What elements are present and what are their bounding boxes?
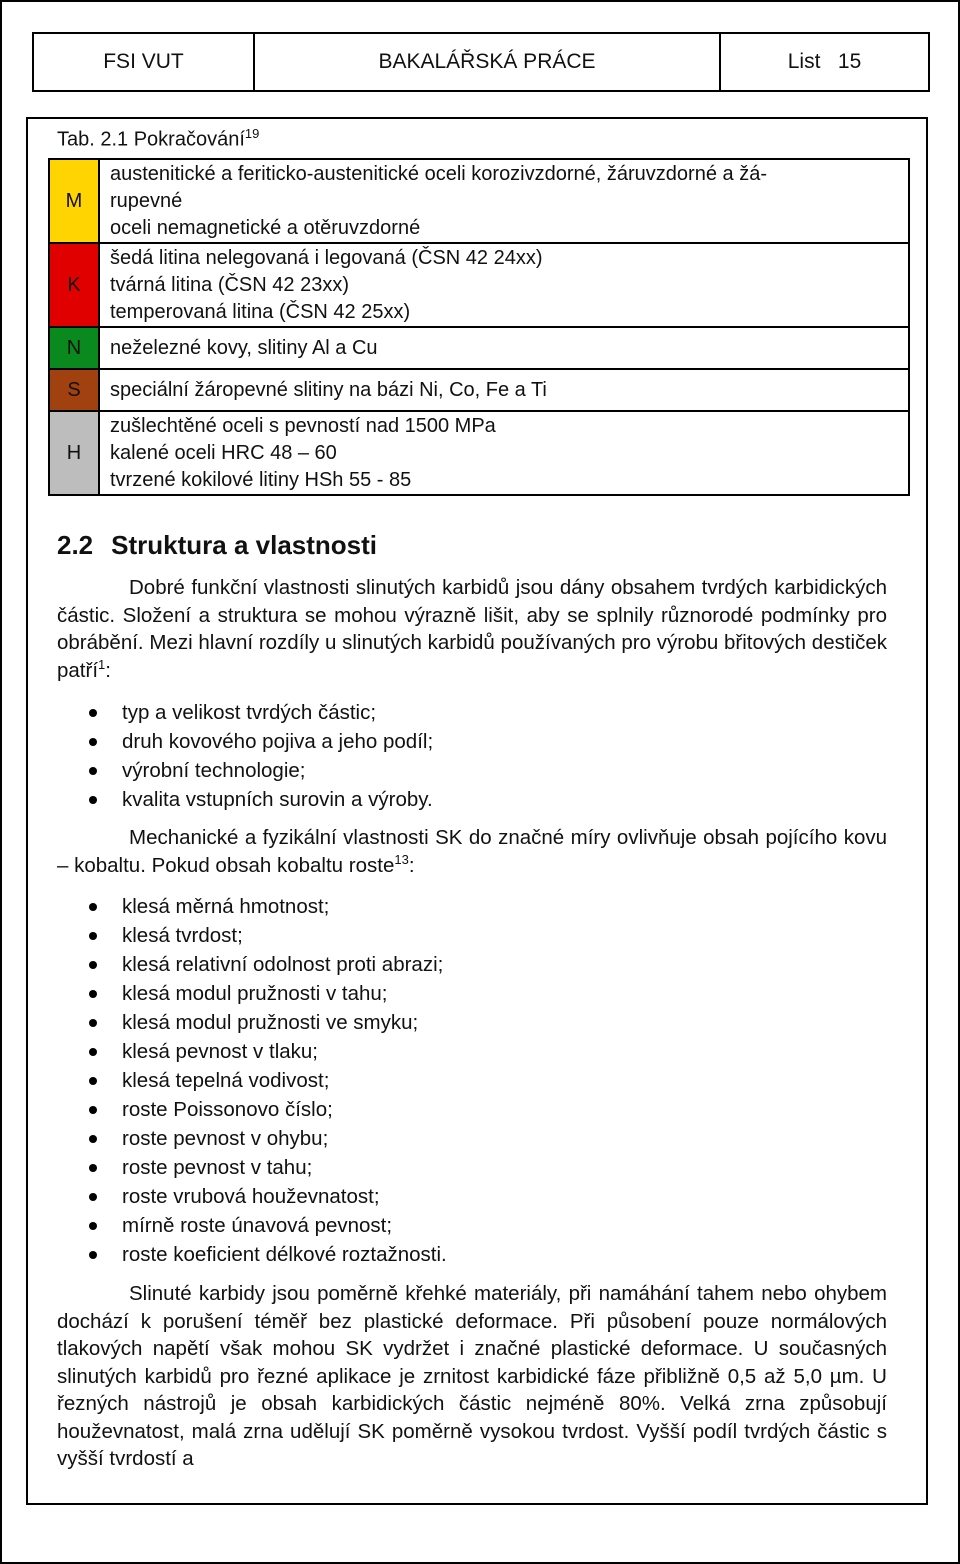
paragraph-2 [57,824,887,879]
paragraph-1-ref: 1 [98,656,106,672]
description-line: tvárná litina (ČSN 42 23xx) [110,273,349,296]
description-line: speciální žáropevné slitiny na bázi Ni, Co, Fe a Ti [110,378,547,401]
section-heading [57,530,377,561]
description-line: oceli nemagnetické a otěruvzdorné [110,216,421,239]
description-line: kalené oceli HRC 48 – 60 [110,441,337,464]
paragraph-3 [57,1280,887,1473]
bullet-icon [89,1251,97,1259]
table-row [49,411,909,495]
list-item [57,1182,447,1211]
list-item-text: výrobní technologie; [122,759,306,782]
paragraph-2-colon: : [408,853,415,877]
list-item-text: roste vrubová houževnatost; [122,1185,380,1208]
list-item-text: roste koeficient délkové roztažnosti. [122,1243,447,1266]
description-line: temperovaná litina (ČSN 42 25xx) [110,300,411,323]
paragraph-3-text: Slinuté karbidy jsou poměrně křehké materiály, při namáhání tahem nebo ohybem dochází k porušení téměř bez plastické deformace. Při působení pouze normálových tlakových napětí však mohou SK vydržet i značné plastické deformace. U současných slinutých karbidů pro řezné aplikace je zrnitost karbidické fáze přibližně 0,5 až 5,0 µm. U řezných nástrojů je obsah karbidických částic nejméně 80%. Velká zrna způsobují houževnatost, malá zrna udělují SK poměrně vysokou tvrdost. Vyšší podíl tvrdých částic s vyšší tvrdostí a [57,1282,887,1470]
list-item [57,892,447,921]
bullet-icon [89,1077,97,1085]
bullet-icon [89,1164,97,1172]
list-item-text: klesá tvrdost; [122,924,243,947]
description-line: tvrzené kokilové litiny HSh 55 - 85 [110,468,412,491]
list-item [57,1153,447,1182]
list-item [57,979,447,1008]
list-item [57,1037,447,1066]
paragraph-2-ref: 13 [394,851,409,867]
bullet-icon [89,1106,97,1114]
group-description [99,159,909,243]
list-item [57,1240,447,1269]
group-code: K [49,243,99,327]
group-description [99,243,909,327]
paragraph-1 [57,574,887,684]
description-line: šedá litina nelegovaná i legovaná (ČSN 42 24xx) [110,246,543,269]
header-page-number: List 15 [787,50,862,73]
list-item [57,950,447,979]
list-item-text: klesá měrná hmotnost; [122,895,330,918]
group-description [99,327,909,369]
paragraph-1-colon: : [105,658,111,682]
paragraph-1-text: Dobré funkční vlastnosti slinutých karbidů jsou dány obsahem tvrdých karbidických částic. Složení a struktura se mohou výrazně lišit, aby se splnily různorodé podmínky pro obrábění. Mezi hlavní rozdíly u slinutých karbidů používaných pro výrobu břitových destiček patří [57,576,887,682]
group-description [99,369,909,411]
list-item-text: klesá modul pružnosti v tahu; [122,982,388,1005]
list-item [57,1066,447,1095]
bullet-icon [89,1193,97,1201]
table-row [49,327,909,369]
header-faculty: FSI VUT [34,34,255,90]
paragraph-2-text: Mechanické a fyzikální vlastnosti SK do značné míry ovlivňuje obsah pojícího kovu – kobaltu. Pokud obsah kobaltu roste [57,826,887,877]
table-row [49,369,909,411]
bullet-icon [89,990,97,998]
bullet-icon [89,903,97,911]
list-item-text: typ a velikost tvrdých částic; [122,701,377,724]
list-item [57,756,433,785]
list-item [57,1124,447,1153]
table-caption-text: Tab. 2.1 Pokračování [57,128,245,151]
bullet-icon [89,1019,97,1027]
section-title: Struktura a vlastnosti [111,530,378,560]
description-line: neželezné kovy, slitiny Al a Cu [110,336,378,359]
bullet-icon [89,1048,97,1056]
bullet-icon [89,932,97,940]
description-line: austenitické a feriticko-austenitické oceli korozivzdorné, žáruvzdorné a žá- [110,162,767,185]
list-item-text: klesá relativní odolnost proti abrazi; [122,953,444,976]
list-item [57,785,433,814]
bullet-icon [89,1222,97,1230]
list-item [57,1008,447,1037]
list-item-text: kvalita vstupních surovin a výroby. [122,788,433,811]
list-item [57,1211,447,1240]
bullet-icon [89,1135,97,1143]
bullet-icon [89,961,97,969]
list-item-text: klesá modul pružnosti ve smyku; [122,1011,419,1034]
list-item-text: mírně roste únavová pevnost; [122,1214,393,1237]
bullet-icon [89,796,97,804]
carbide-differences-list [57,698,433,814]
table-row [49,159,909,243]
group-code: S [49,369,99,411]
list-item-text: klesá pevnost v tlaku; [122,1040,318,1063]
list-item [57,1095,447,1124]
list-item-text: klesá tepelná vodivost; [122,1069,330,1092]
page-header [32,32,930,92]
bullet-icon [89,738,97,746]
description-line: zušlechtěné oceli s pevností nad 1500 MPa [110,414,496,437]
table-caption [57,126,259,152]
list-item [57,727,433,756]
list-item-text: roste pevnost v tahu; [122,1156,313,1179]
material-groups-table [48,158,910,496]
list-item-text: roste pevnost v ohybu; [122,1127,329,1150]
group-code: M [49,159,99,243]
table-caption-ref: 19 [244,126,260,141]
cobalt-effects-list [57,892,447,1269]
description-line: rupevné [110,189,183,212]
table-row [49,243,909,327]
group-code: N [49,327,99,369]
list-item [57,698,433,727]
list-item-text: roste Poissonovo číslo; [122,1098,333,1121]
group-description [99,411,909,495]
section-number: 2.2 [57,530,94,560]
list-item-text: druh kovového pojiva a jeho podíl; [122,730,434,753]
header-thesis-type: BAKALÁŘSKÁ PRÁCE [255,34,721,90]
group-code: H [49,411,99,495]
bullet-icon [89,767,97,775]
bullet-icon [89,709,97,717]
list-item [57,921,447,950]
